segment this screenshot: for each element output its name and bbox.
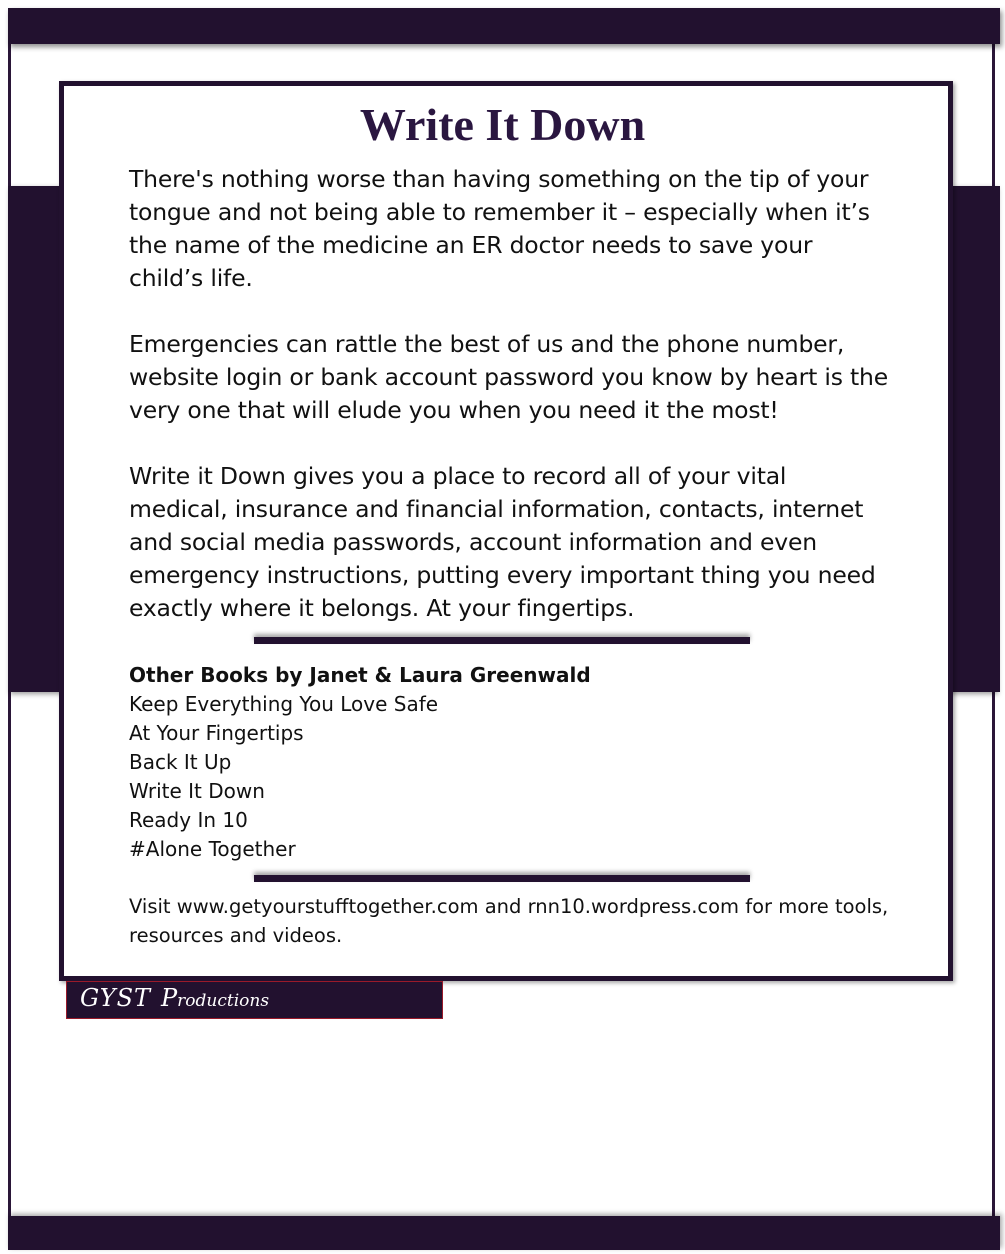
book-item: Back It Up <box>129 750 232 774</box>
paragraph-intro: There's nothing worse than having something on the tip of your tongue and not being able to remember it – especially when it’s the name of the medicine an ER doctor needs to save your child’s life. <box>129 165 870 292</box>
bottom-bar <box>8 1216 1000 1250</box>
book-item: Keep Everything You Love Safe <box>129 692 439 716</box>
divider <box>254 637 750 644</box>
other-books-section <box>129 661 829 864</box>
logo-sub-initial: P <box>161 984 178 1012</box>
top-bar <box>8 8 1000 44</box>
book-item: Write It Down <box>129 779 265 803</box>
logo-sub-rest: roductions <box>177 991 270 1011</box>
gyst-productions-logo <box>66 981 443 1019</box>
paragraph-description: Write it Down gives you a place to record all of your vital medical, insurance and financial information, contacts, internet and social media passwords, account information and even emergency instructions, putting every important thing you need exactly where it belongs. At your fingertips. <box>129 462 876 622</box>
book-item: At Your Fingertips <box>129 721 304 745</box>
divider <box>254 875 750 882</box>
book-item: #Alone Together <box>129 837 296 861</box>
other-books-heading: Other Books by Janet & Laura Greenwald <box>129 663 591 687</box>
paragraph-emergencies: Emergencies can rattle the best of us and the phone number, website login or bank account password you know by heart is the very one that will elude you when you need it the most! <box>129 330 888 424</box>
book-list <box>129 690 829 864</box>
logo-main-text: GYST <box>80 984 152 1012</box>
logo-sub-text <box>161 984 269 1012</box>
visit-text: Visit www.getyourstufftogether.com and rnn10.wordpress.com for more tools, resources and videos. <box>129 895 889 947</box>
book-item: Ready In 10 <box>129 808 248 832</box>
page-title: Write It Down <box>359 99 646 150</box>
